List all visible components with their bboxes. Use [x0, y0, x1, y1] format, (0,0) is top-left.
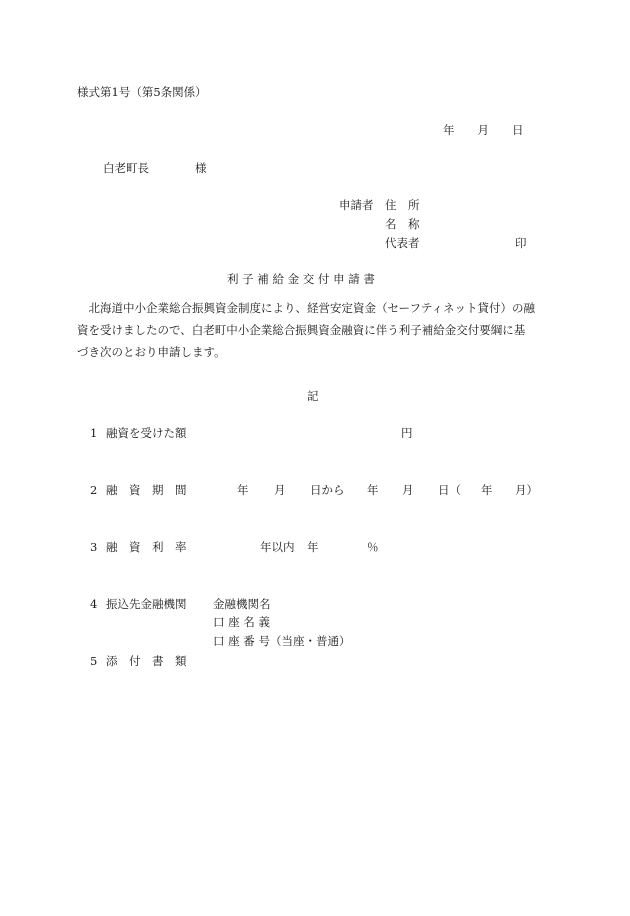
seal-mark: 印 [515, 236, 527, 250]
body-paragraph [77, 297, 557, 363]
rate-year: 年 [307, 540, 319, 554]
item-2-number: 2 [90, 483, 98, 497]
item-1-label: 融資を受けた額 [106, 426, 187, 440]
document-title: 利 子 補 給 金 交 付 申 請 書 [227, 272, 375, 286]
account-number-label: 口 座 番 号（当座・普通） [213, 634, 351, 648]
address-label: 住 所 [385, 198, 420, 212]
addressee-honorific: 様 [195, 161, 207, 175]
body-line-3: づき次のとおり申請します。 [77, 345, 226, 359]
item-4-number: 4 [90, 597, 98, 611]
account-name-label: 口 座 名 義 [213, 615, 270, 629]
item-3-label: 融 資 利 率 [106, 540, 187, 554]
body-line-1: 北海道中小企業総合振興資金制度により、経営安定資金（セーフティネット貸付）の融 [77, 301, 536, 315]
rate-within: 年以内 [260, 540, 295, 554]
item-2-label: 融 資 期 間 [106, 483, 187, 497]
item-1-number: 1 [90, 426, 98, 440]
period-month-end: 月 [402, 483, 414, 497]
date-line: 年 月 日 [443, 123, 524, 137]
form-number: 様式第1号（第5条関係） [77, 85, 207, 99]
rate-percent: ％ [367, 540, 379, 554]
period-year-start: 年 [237, 483, 249, 497]
period-month-start: 月 [274, 483, 286, 497]
name-label: 名 称 [385, 217, 420, 231]
item-4-label: 振込先金融機関 [106, 597, 187, 611]
addressee-name: 白老町長 [103, 161, 149, 175]
item-5-number: 5 [90, 654, 98, 668]
period-months: 月） [515, 483, 538, 497]
item-1-unit: 円 [401, 426, 413, 440]
applicant-label: 申請者 [339, 198, 374, 212]
period-year-end: 年 [367, 483, 379, 497]
item-3-number: 3 [90, 540, 98, 554]
item-5-label: 添 付 書 類 [106, 654, 187, 668]
body-line-2: 資を受けましたので、白老町中小企業総合振興資金融資に伴う利子補給金交付要綱に基 [77, 323, 526, 337]
representative-label: 代表者 [385, 236, 420, 250]
period-day-start: 日から [310, 483, 345, 497]
period-day-end: 日（ [438, 483, 461, 497]
ki-heading: 記 [307, 389, 319, 403]
period-years: 年 [481, 483, 493, 497]
bank-name-label: 金融機関名 [213, 597, 271, 611]
